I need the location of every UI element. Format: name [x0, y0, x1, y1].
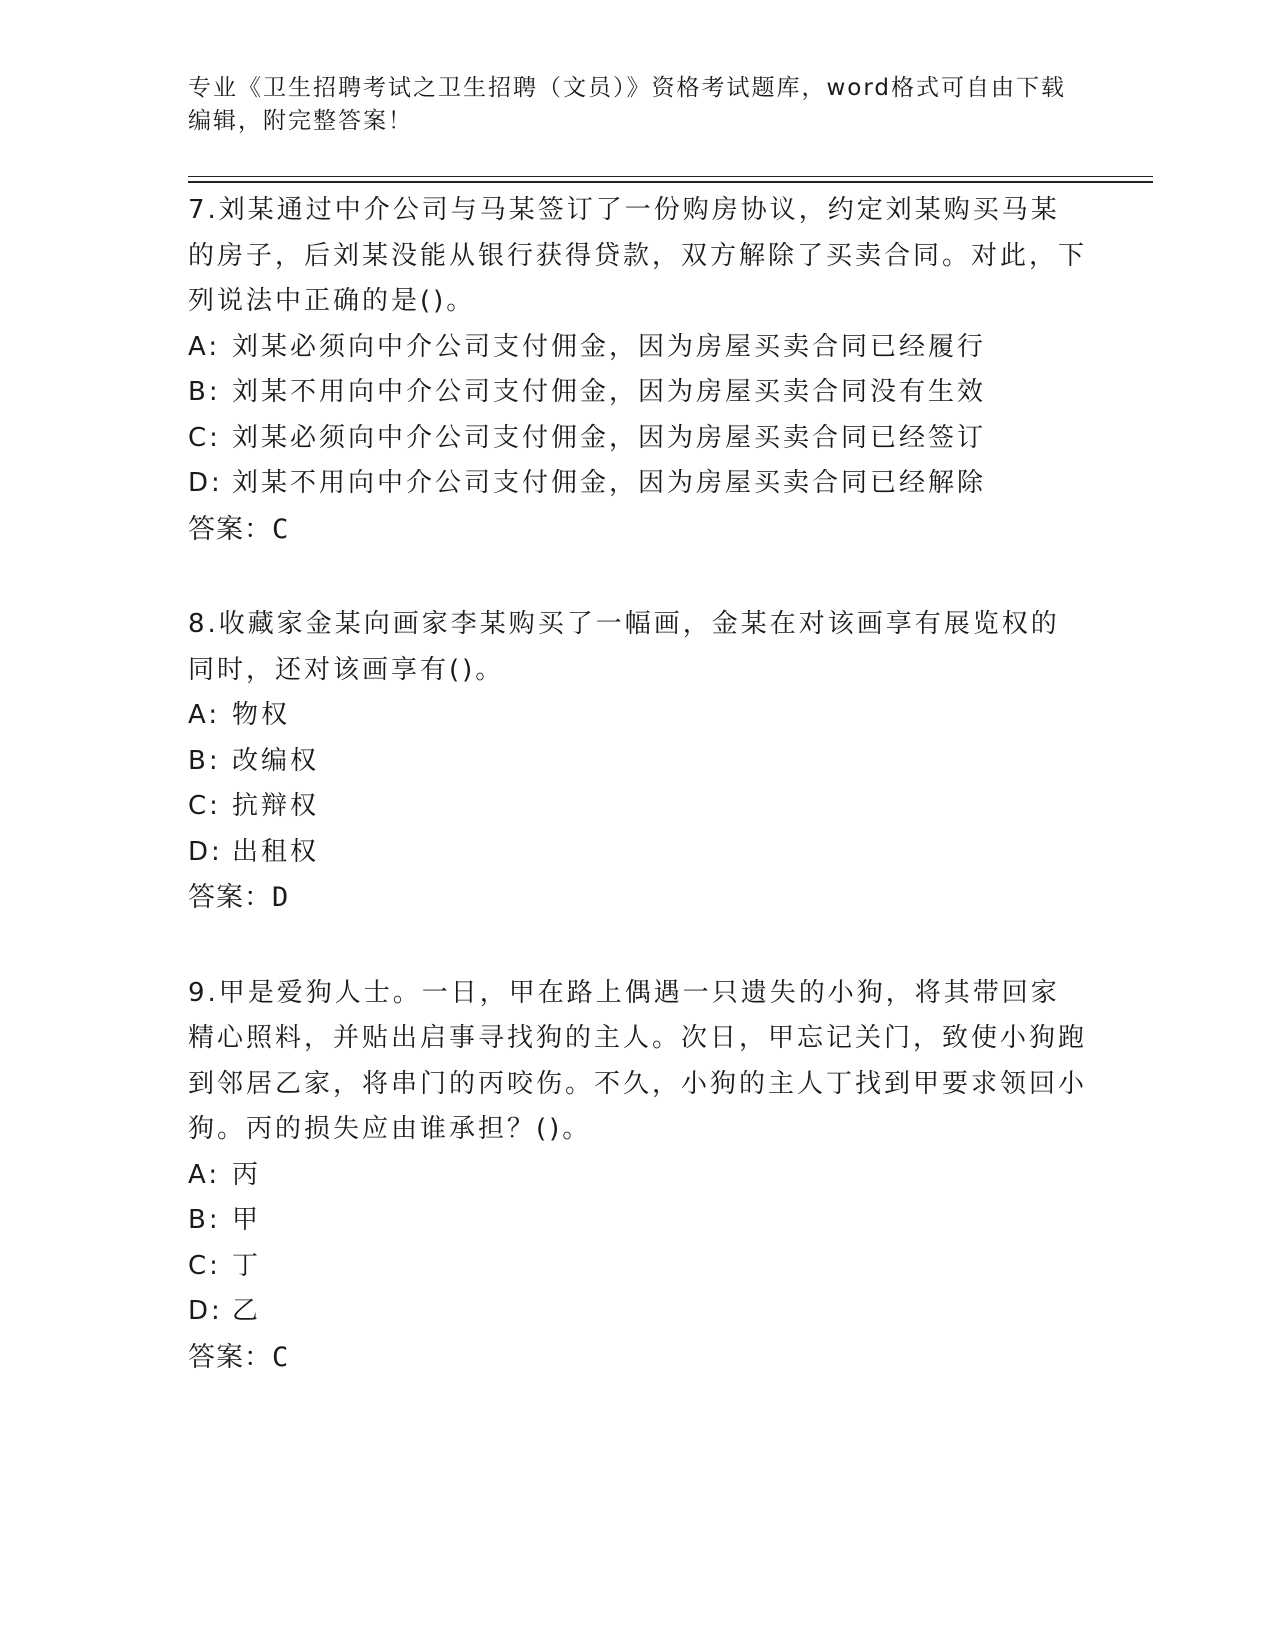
answer-value: C [272, 513, 290, 545]
answer-value: D [272, 882, 290, 913]
option-c [188, 784, 1088, 830]
option-key: C: [188, 791, 221, 821]
document-header: 专业《卫生招聘考试之卫生招聘（文员）》资格考试题库，word格式可自由下载编辑，附完整答案！ [188, 75, 1067, 134]
option-text: 改编权 [232, 745, 320, 776]
answer-label: 答案： [188, 513, 272, 545]
option-a [188, 693, 1088, 739]
option-c [188, 416, 1088, 462]
option-text: 出租权 [232, 836, 320, 867]
option-d [188, 461, 1088, 507]
option-key: C: [188, 422, 221, 453]
option-key: B: [188, 745, 221, 776]
question-item [188, 602, 1088, 921]
option-text: 刘某必须向中介公司支付佣金，因为房屋买卖合同已经签订 [232, 422, 987, 453]
option-text: 抗辩权 [232, 791, 320, 821]
answer-label: 答案： [188, 882, 272, 913]
option-key: C: [188, 1250, 221, 1281]
option-key: D: [188, 468, 223, 498]
option-text: 刘某不用向中介公司支付佣金，因为房屋买卖合同没有生效 [232, 377, 987, 407]
answer-value: C [272, 1341, 290, 1373]
option-c [188, 1244, 1088, 1290]
option-text: 乙 [232, 1296, 262, 1326]
option-key: B: [188, 377, 221, 407]
option-d [188, 1289, 1088, 1335]
option-text: 甲 [232, 1205, 262, 1235]
option-b [188, 739, 1088, 785]
question-stem: 9.甲是爱狗人士。一日，甲在路上偶遇一只遗失的小狗，将其带回家精心照料，并贴出启事寻找狗的主人。次日，甲忘记关门，致使小狗跑到邻居乙家，将串门的丙咬伤。不久，小狗的主人丁找到甲要求领回小狗。丙的损失应由谁承担？()。 [188, 977, 1088, 1144]
option-text: 刘某必须向中介公司支付佣金，因为房屋买卖合同已经履行 [232, 331, 987, 362]
option-d [188, 830, 1088, 876]
option-key: D: [188, 836, 223, 867]
question-item [188, 188, 1088, 552]
option-key: B: [188, 1205, 221, 1235]
question-item [188, 971, 1088, 1381]
option-b [188, 1198, 1088, 1244]
question-stem: 7.刘某通过中介公司与马某签订了一份购房协议，约定刘某购买马某的房子，后刘某没能从银行获得贷款，双方解除了买卖合同。对此，下列说法中正确的是()。 [188, 195, 1088, 316]
option-b [188, 370, 1088, 416]
option-key: A: [188, 700, 221, 730]
option-key: D: [188, 1296, 223, 1326]
question-list [188, 188, 1088, 1430]
header-divider-thin [188, 176, 1153, 177]
option-text: 丙 [232, 1159, 262, 1190]
option-key: A: [188, 331, 221, 362]
answer-label: 答案： [188, 1341, 272, 1373]
answer-line [188, 507, 1088, 553]
option-key: A: [188, 1159, 221, 1190]
option-text: 丁 [232, 1250, 262, 1281]
option-a [188, 1153, 1088, 1199]
option-a [188, 325, 1088, 371]
answer-line [188, 875, 1088, 921]
option-text: 物权 [232, 700, 291, 730]
answer-line [188, 1335, 1088, 1381]
header-divider-thick [188, 181, 1153, 183]
option-text: 刘某不用向中介公司支付佣金，因为房屋买卖合同已经解除 [232, 468, 987, 498]
question-stem: 8.收藏家金某向画家李某购买了一幅画，金某在对该画享有展览权的同时，还对该画享有()。 [188, 609, 1060, 685]
